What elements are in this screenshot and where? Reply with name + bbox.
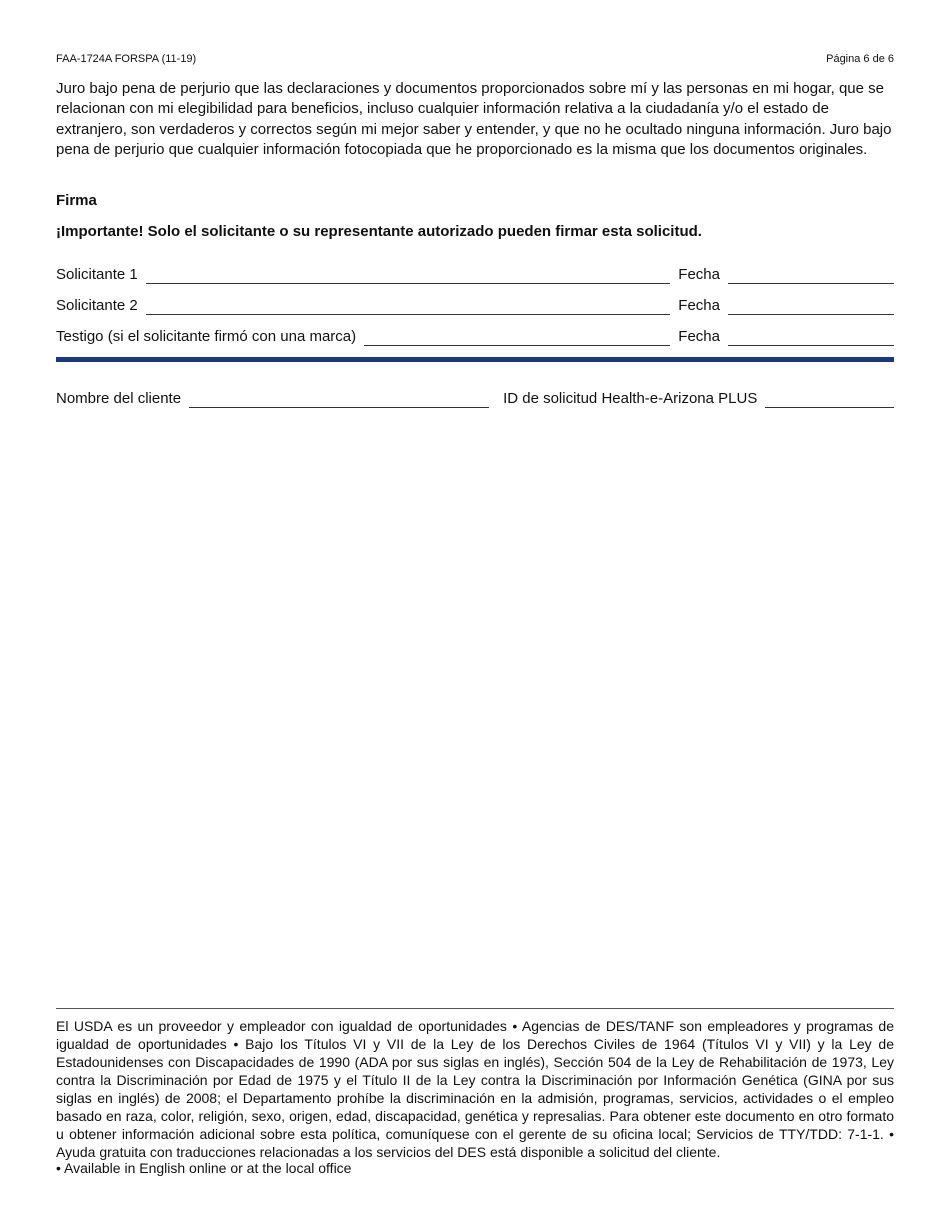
nondiscrimination-notice: El USDA es un proveedor y empleador con igualdad de oportunidades • Agencias de DES/TANF son empleadores y programas de igualdad de oportunidades • Bajo los Títulos VI y VII de la Ley de los Derechos Civiles de 1964 (Títulos VI y VII) y la Ley de Estadounidenses con Discapacidades de 1990 (ADA por sus siglas en inglés), Sección 504 de la Ley de Rehabilitación de 1973, Ley contra la Discriminación por Edad de 1975 y el Título II de la Ley contra la Discriminación por Información Genética (GINA por sus siglas en inglés) de 2008; el Departamento prohíbe la discriminación en la admisión, programas, servicios, actividades o el empleo basado en raza, color, religión, sexo, origen, edad, discapacidad, genética y represalias. Para obtener este documento en otro formato u obtener información adicional sobre esta política, comuníquese con el gerente de su oficina local; Servicios de TTY/TDD: 7-1-1. • Ayuda gratuita con traducciones relacionadas a los servicios del DES está disponible a solicitud del cliente. [56,1018,894,1160]
witness-signature-field[interactable] [364,329,670,346]
page-header [56,53,894,65]
page-number: Página 6 de 6 [826,53,894,65]
application-id-label: ID de solicitud Health-e-Arizona PLUS [503,390,758,407]
applicant-1-label: Solicitante 1 [56,266,138,283]
applicant-2-date-field[interactable] [728,298,894,315]
form-page [56,0,894,1230]
important-signature-note: ¡Importante! Solo el solicitante o su representante autorizado pueden firmar esta solicitud. [56,223,702,240]
witness-label: Testigo (si el solicitante firmó con una marca) [56,328,357,345]
applicant-2-signature-field[interactable] [146,298,671,315]
applicant-2-label: Solicitante 2 [56,297,138,314]
client-name-field[interactable] [189,391,489,408]
client-name-label: Nombre del cliente [56,390,182,407]
footer-divider [56,1008,894,1009]
witness-date-label: Fecha [678,328,720,345]
client-info-row [56,386,894,408]
witness-date-field[interactable] [728,329,894,346]
applicant-2-signature-row [56,293,894,315]
witness-signature-row [56,324,894,346]
signature-section-title: Firma [56,192,97,209]
section-divider [56,357,894,362]
form-id: FAA-1724A FORSPA (11-19) [56,53,197,65]
english-availability-note: • Available in English online or at the local office [56,1160,352,1176]
application-id-field[interactable] [765,391,894,408]
applicant-1-signature-field[interactable] [146,267,671,284]
applicant-1-date-label: Fecha [678,266,720,283]
perjury-declaration: Juro bajo pena de perjurio que las declaraciones y documentos proporcionados sobre mí y las personas en mi hogar, que se relacionan con mi elegibilidad para beneficios, incluso cualquier información relativa a la ciudadanía y/o el estado de extranjero, son verdaderos y correctos según mi mejor saber y entender, y que no he ocultado ninguna información. Juro bajo pena de perjurio que cualquier información fotocopiada que he proporcionado es la misma que los documentos originales. [56,80,892,158]
applicant-1-date-field[interactable] [728,267,894,284]
applicant-1-signature-row [56,262,894,284]
applicant-2-date-label: Fecha [678,297,720,314]
